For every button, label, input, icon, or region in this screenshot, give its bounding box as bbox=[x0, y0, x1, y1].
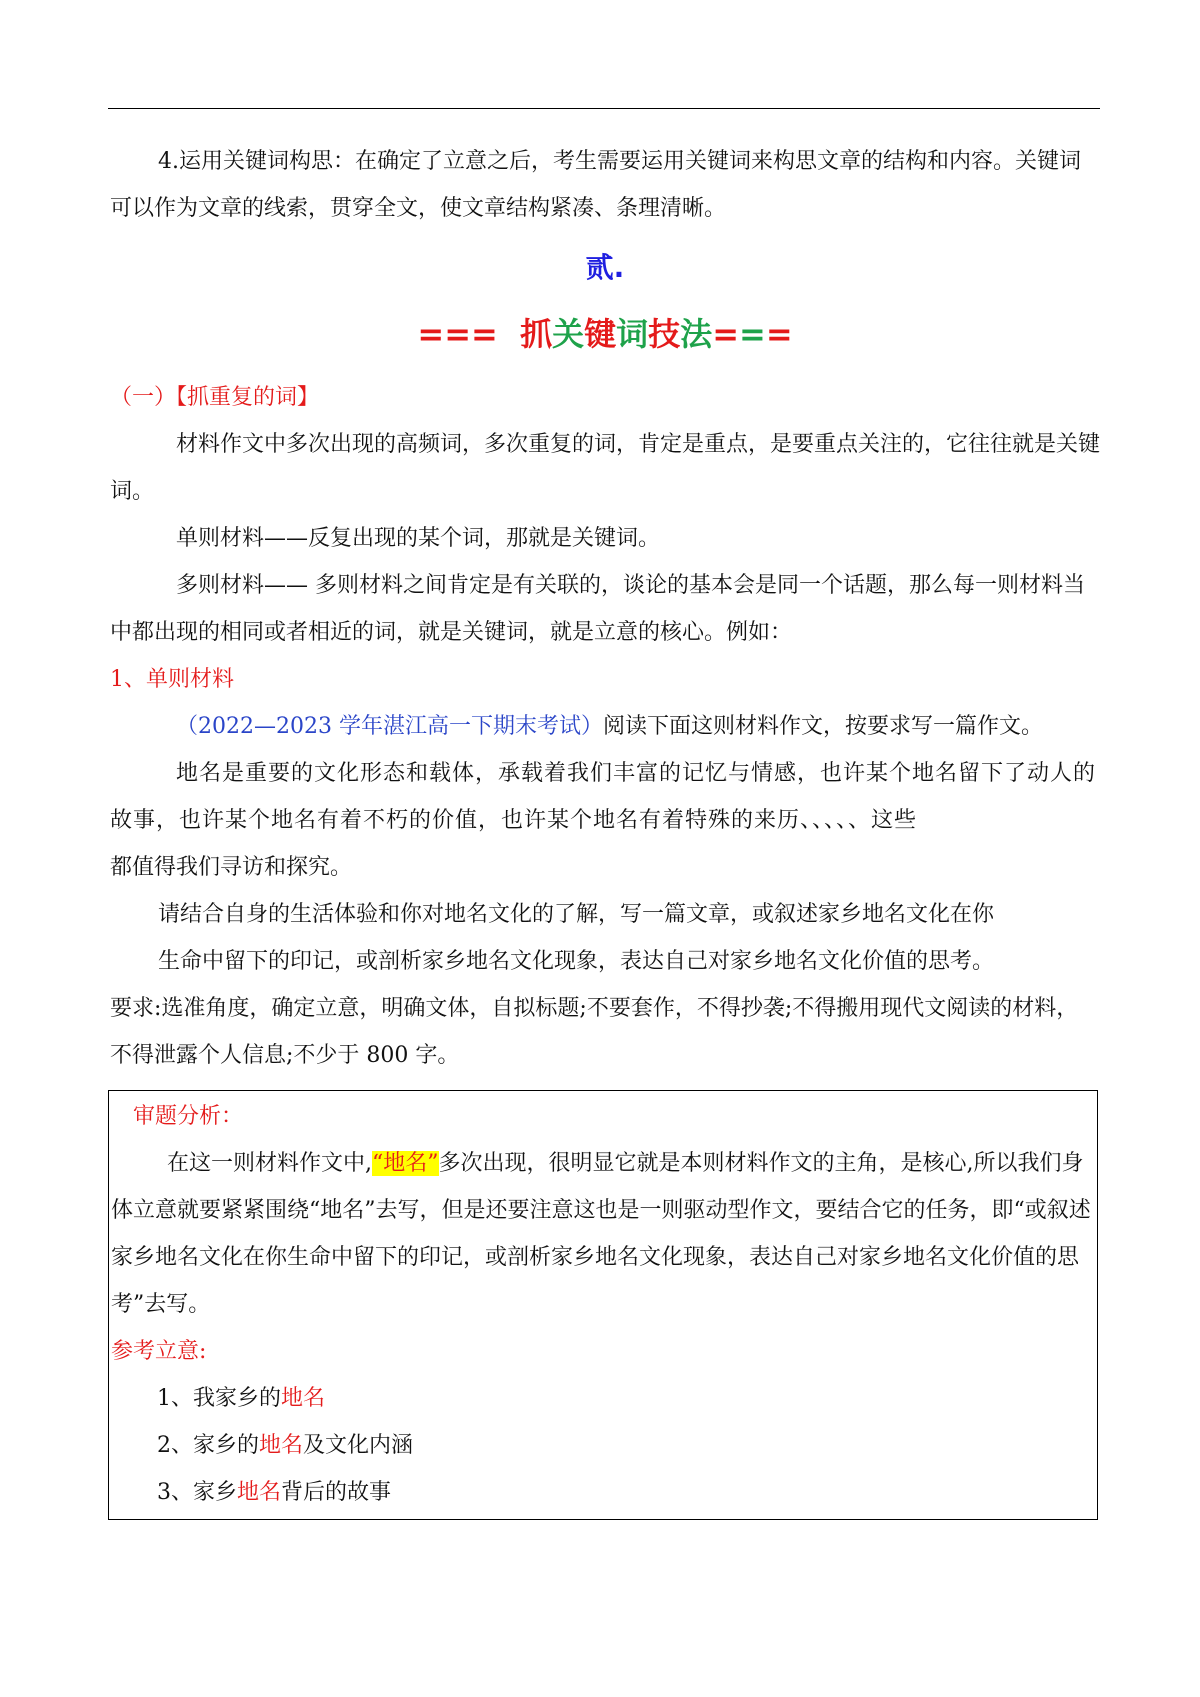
main-content bbox=[110, 138, 1100, 1079]
title-char-6: 法 bbox=[680, 315, 713, 353]
list-item-text-tail: 及文化内涵 bbox=[303, 1433, 414, 1458]
reference-label: 参考立意: bbox=[111, 1339, 207, 1364]
title-char-2: 关 bbox=[552, 315, 585, 353]
list-item bbox=[109, 1469, 1097, 1516]
title-eq-right-1: = bbox=[712, 315, 739, 353]
header-rule bbox=[108, 108, 1100, 109]
list-item-text-tail: 背后的故事 bbox=[281, 1480, 392, 1505]
list-item-keyword: 地名 bbox=[259, 1433, 304, 1458]
title-char-3: 键 bbox=[584, 315, 617, 353]
title-char-5: 技 bbox=[648, 315, 681, 353]
title-eq-right-3: = bbox=[765, 315, 793, 353]
list-item-text: 1、我家乡的 bbox=[157, 1386, 281, 1411]
task-text-b: 生命中留下的印记，或剖析家乡地名文化现象，表达自己对家乡地名文化价值的思考。 bbox=[158, 949, 995, 974]
material-text-a: 地名是重要的文化形态和载体，承载着我们丰富的记忆与情感，也许某个地名留下了动人的故事，也许某个地名有着不朽的价值，也许某个地名有着特殊的来历、、、、、这些 bbox=[110, 761, 1097, 833]
section-title bbox=[110, 298, 1100, 370]
subsection-paragraph-3: 多则材料—— 多则材料之间肯定是有关联的，谈论的基本会是同一个话题，那么每一则材料当中都出现的相同或者相近的词，就是关键词，就是立意的核心。例如： bbox=[110, 573, 1085, 645]
list-item-text: 3、家乡 bbox=[157, 1480, 237, 1505]
analysis-post: 多次出现，很明显它就是本则材料作文的主角，是核心,所以我们身体立意就要紧紧围绕“地名”去写，但是还要注意这也是一则驱动型作文，要结合它的任务，即“或叙述家乡地名文化在你生命中留下的印记，或剖析家乡地名文化现象，表达自己对家乡地名文化价值的思考”去写。 bbox=[111, 1151, 1091, 1317]
task-text-a: 请结合自身的生活体验和你对地名文化的了解，写一篇文章，或叙述家乡地名文化在你 bbox=[158, 902, 995, 927]
analysis-paragraph bbox=[109, 1140, 1097, 1328]
subsection-title: （一）【抓重复的词】 bbox=[110, 385, 320, 410]
analysis-pre: 在这一则材料作文中, bbox=[167, 1151, 372, 1176]
paragraph-4: 4.运用关键词构思：在确定了立意之后，考生需要运用关键词来构思文章的结构和内容。关键词可以作为文章的线索，贯穿全文，使文章结构紧凑、条理清晰。 bbox=[110, 149, 1081, 221]
list-item bbox=[109, 1422, 1097, 1469]
title-char-1: 抓 bbox=[520, 315, 553, 353]
analysis-box bbox=[108, 1090, 1098, 1520]
list-item-keyword: 地名 bbox=[281, 1386, 326, 1411]
list-item bbox=[109, 1375, 1097, 1422]
list-item-text: 2、家乡的 bbox=[157, 1433, 259, 1458]
subsection-paragraph-1: 材料作文中多次出现的高频词，多次重复的词，肯定是重点，是要重点关注的，它往往就是关键词。 bbox=[110, 432, 1101, 504]
title-eq-left: === bbox=[417, 315, 498, 353]
analysis-label: 审题分析： bbox=[133, 1104, 244, 1129]
case-source: （2022—2023 学年湛江高一下期末考试） bbox=[176, 714, 603, 739]
highlighted-keyword: “地名” bbox=[372, 1151, 439, 1176]
case-intro: 阅读下面这则材料作文，按要求写一篇作文。 bbox=[602, 714, 1043, 739]
subsection-paragraph-2: 单则材料——反复出现的某个词，那就是关键词。 bbox=[176, 526, 661, 551]
section-number: 贰. bbox=[585, 251, 625, 284]
title-char-4: 词 bbox=[616, 315, 649, 353]
case-title: 1、单则材料 bbox=[110, 667, 234, 692]
case-source-line bbox=[110, 703, 1100, 750]
list-item-keyword: 地名 bbox=[237, 1480, 282, 1505]
material-text-b: 都值得我们寻访和探究。 bbox=[110, 855, 353, 880]
requirements-text: 要求:选准角度，确定立意，明确文体，自拟标题;不要套作，不得抄袭;不得搬用现代文阅读的材料，不得泄露个人信息;不少于 800 字。 bbox=[110, 996, 1079, 1068]
title-eq-right-2: = bbox=[739, 315, 766, 353]
